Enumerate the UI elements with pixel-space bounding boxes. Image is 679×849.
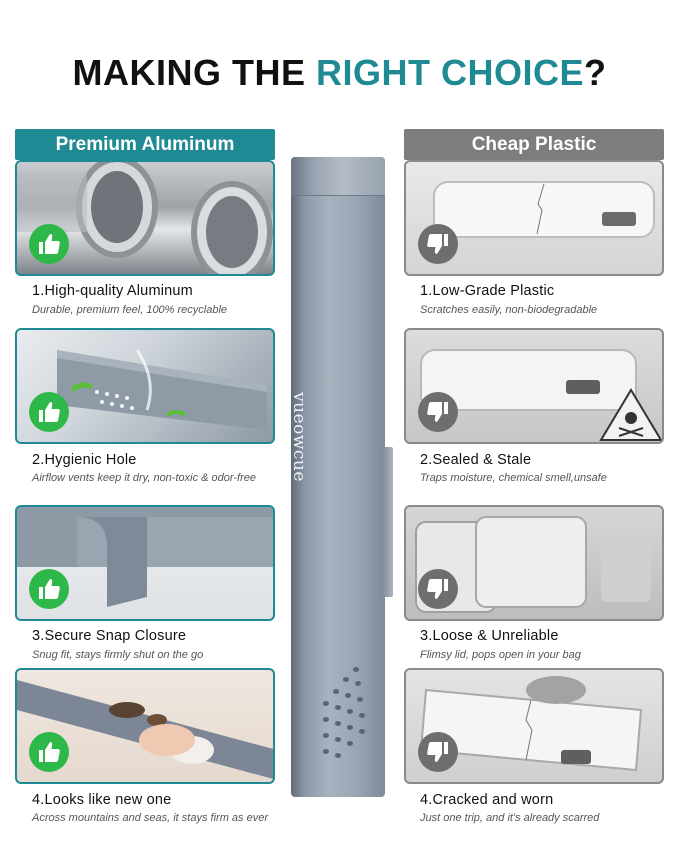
thumbs-up-icon <box>29 224 69 264</box>
left-item-3-desc: Snug fit, stays firmly shut on the go <box>32 649 204 661</box>
looks-new-image <box>15 668 275 784</box>
brand-logo: vueowcue <box>289 392 309 482</box>
right-item-3-desc: Flimsy lid, pops open in your bag <box>420 649 581 661</box>
aluminum-tubes-image <box>15 160 275 276</box>
right-item-4-title: 4.Cracked and worn <box>420 792 554 808</box>
loose-unreliable-image <box>404 505 664 621</box>
thumbs-down-icon <box>418 569 458 609</box>
thumbs-down-icon <box>418 392 458 432</box>
right-item-4-desc: Just one trip, and it's already scarred <box>420 812 600 824</box>
cracked-worn-image <box>404 668 664 784</box>
left-item-3-title: 3.Secure Snap Closure <box>32 628 187 644</box>
thumbs-down-icon <box>418 224 458 264</box>
right-item-1-title: 1.Low-Grade Plastic <box>420 283 555 299</box>
page-title <box>0 52 679 94</box>
thumbs-down-icon <box>418 732 458 772</box>
title-part2: ? <box>584 52 607 93</box>
title-accent: RIGHT CHOICE <box>315 52 584 93</box>
left-item-1-desc: Durable, premium feel, 100% recyclable <box>32 304 228 316</box>
cheap-plastic-header: Cheap Plastic <box>404 129 664 160</box>
left-item-1-title: 1.High-quality Aluminum <box>32 283 193 299</box>
left-item-4-desc: Across mountains and seas, it stays firm as ever <box>32 812 268 824</box>
right-item-3-title: 3.Loose & Unreliable <box>420 628 559 644</box>
case-snap-edge <box>381 447 393 597</box>
thumbs-up-icon <box>29 569 69 609</box>
aluminum-toothbrush-case <box>291 157 385 797</box>
left-item-2-desc: Airflow vents keep it dry, non-toxic & odor-free <box>32 472 256 484</box>
snap-closure-image <box>15 505 275 621</box>
left-item-4-title: 4.Looks like new one <box>32 792 172 808</box>
sealed-stale-image <box>404 328 664 444</box>
left-item-2-title: 2.Hygienic Hole <box>32 452 137 468</box>
thumbs-up-icon <box>29 732 69 772</box>
hygienic-hole-image <box>15 328 275 444</box>
thumbs-up-icon <box>29 392 69 432</box>
right-item-1-desc: Scratches easily, non-biodegradable <box>420 304 598 316</box>
premium-aluminum-header: Premium Aluminum <box>15 129 275 160</box>
right-item-2-title: 2.Sealed & Stale <box>420 452 532 468</box>
title-part1: MAKING THE <box>72 52 316 93</box>
low-grade-plastic-image <box>404 160 664 276</box>
right-item-2-desc: Traps moisture, chemical smell,unsafe <box>420 472 607 484</box>
case-lid <box>291 157 385 196</box>
